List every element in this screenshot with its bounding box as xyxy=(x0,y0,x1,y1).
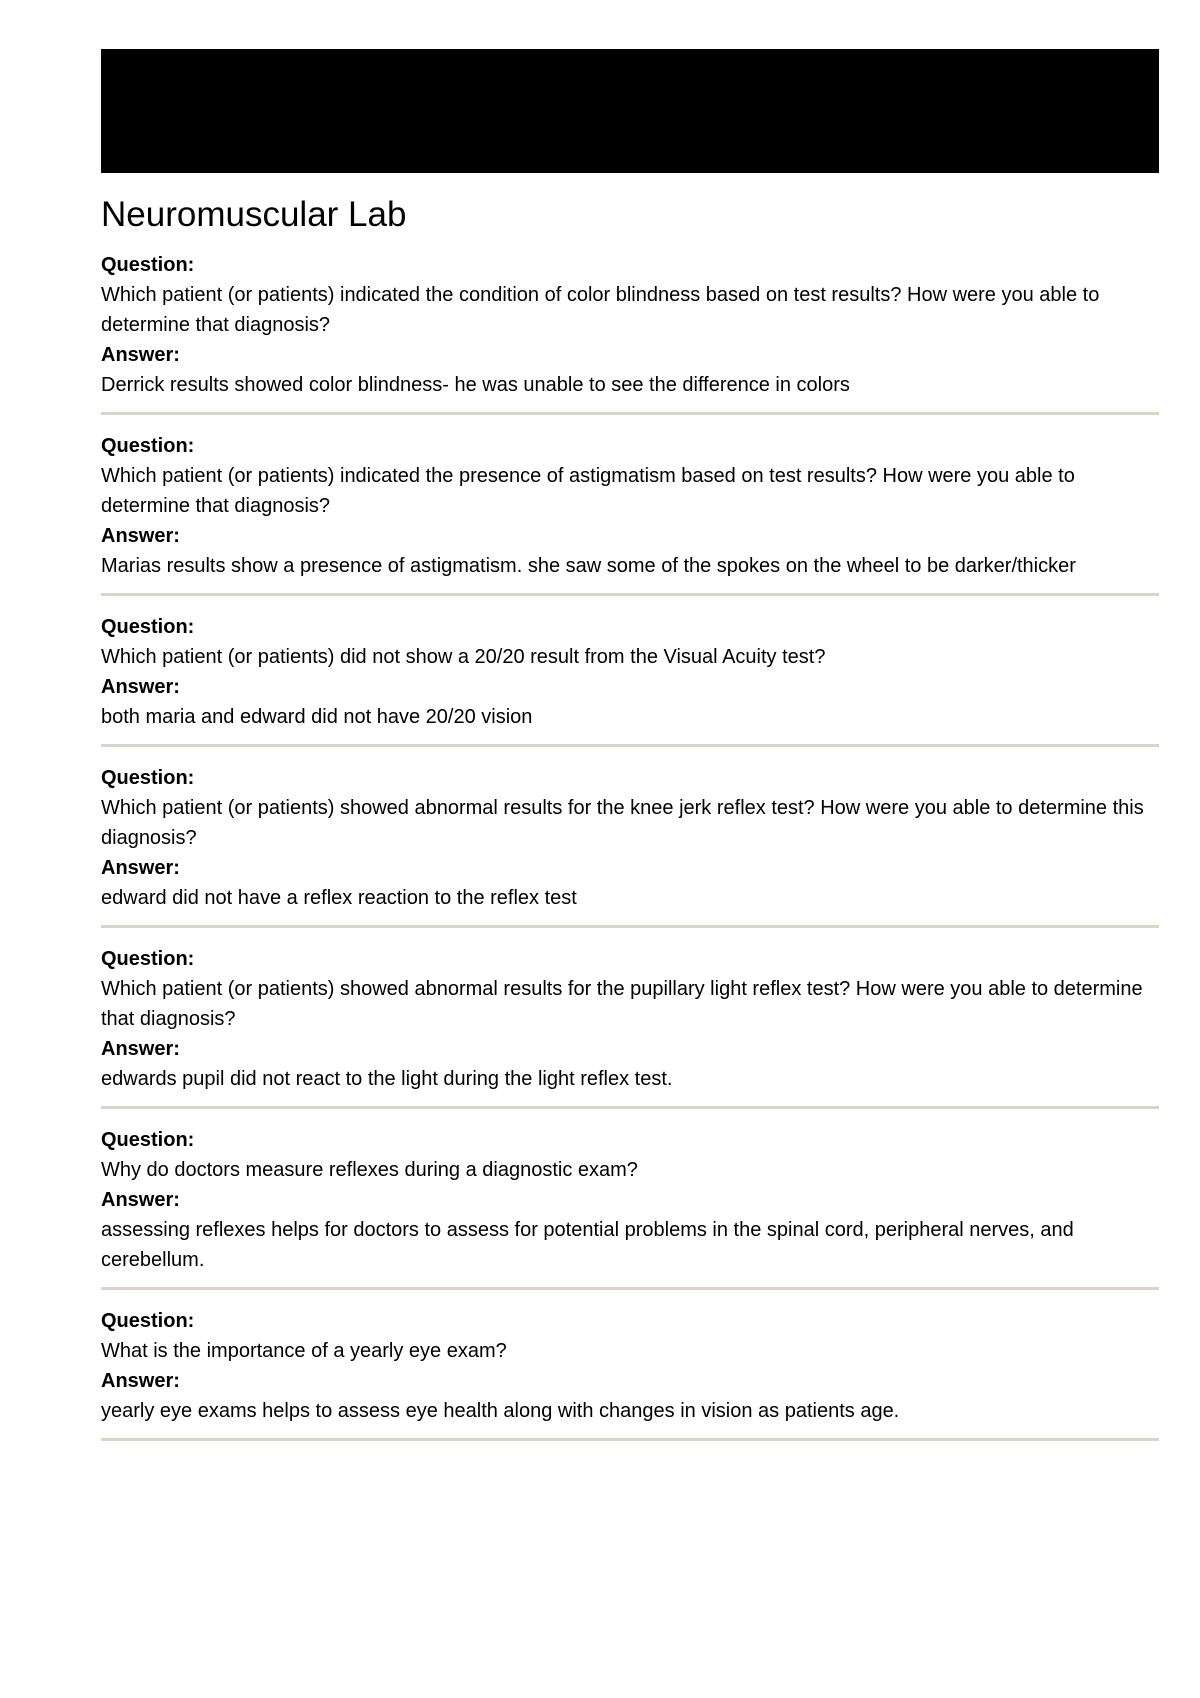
question-text: Which patient (or patients) showed abnormal results for the pupillary light reflex test? How were you able to determine that diagnosis? xyxy=(101,978,1143,1030)
answer-text: both maria and edward did not have 20/20 vision xyxy=(101,706,533,728)
document-page xyxy=(101,49,1159,1457)
qa-item xyxy=(101,250,1159,415)
answer-label: Answer: xyxy=(101,1038,180,1060)
qa-item xyxy=(101,1125,1159,1290)
answer-text: yearly eye exams helps to assess eye health along with changes in vision as patients age. xyxy=(101,1400,900,1422)
question-text: Which patient (or patients) indicated the presence of astigmatism based on test results? How were you able to determine that diagnosis? xyxy=(101,465,1075,517)
question-label: Question: xyxy=(101,1310,195,1332)
answer-label: Answer: xyxy=(101,1370,180,1392)
answer-text: Derrick results showed color blindness- he was unable to see the difference in colors xyxy=(101,374,850,396)
question-text: Which patient (or patients) showed abnormal results for the knee jerk reflex test? How were you able to determine this diagnosis? xyxy=(101,797,1144,849)
qa-item xyxy=(101,612,1159,747)
qa-item xyxy=(101,944,1159,1109)
question-label: Question: xyxy=(101,616,195,638)
header-band xyxy=(101,49,1159,173)
answer-label: Answer: xyxy=(101,676,180,698)
qa-item xyxy=(101,431,1159,596)
question-label: Question: xyxy=(101,948,195,970)
question-text: What is the importance of a yearly eye exam? xyxy=(101,1340,507,1362)
question-label: Question: xyxy=(101,254,195,276)
qa-list xyxy=(101,250,1159,1441)
answer-text: edward did not have a reflex reaction to the reflex test xyxy=(101,887,577,909)
answer-text: edwards pupil did not react to the light during the light reflex test. xyxy=(101,1068,673,1090)
answer-text: Marias results show a presence of astigmatism. she saw some of the spokes on the wheel to be darker/thicker xyxy=(101,555,1076,577)
qa-item xyxy=(101,763,1159,928)
question-text: Which patient (or patients) indicated the condition of color blindness based on test results? How were you able to determine that diagnosis? xyxy=(101,284,1100,336)
answer-text: assessing reflexes helps for doctors to assess for potential problems in the spinal cord, peripheral nerves, and cerebellum. xyxy=(101,1219,1074,1271)
answer-label: Answer: xyxy=(101,525,180,547)
question-label: Question: xyxy=(101,1129,195,1151)
question-label: Question: xyxy=(101,435,195,457)
answer-label: Answer: xyxy=(101,857,180,879)
question-text: Which patient (or patients) did not show a 20/20 result from the Visual Acuity test? xyxy=(101,646,826,668)
answer-label: Answer: xyxy=(101,344,180,366)
qa-item xyxy=(101,1306,1159,1441)
question-label: Question: xyxy=(101,767,195,789)
question-text: Why do doctors measure reflexes during a diagnostic exam? xyxy=(101,1159,638,1181)
answer-label: Answer: xyxy=(101,1189,180,1211)
page-title: Neuromuscular Lab xyxy=(101,195,407,234)
